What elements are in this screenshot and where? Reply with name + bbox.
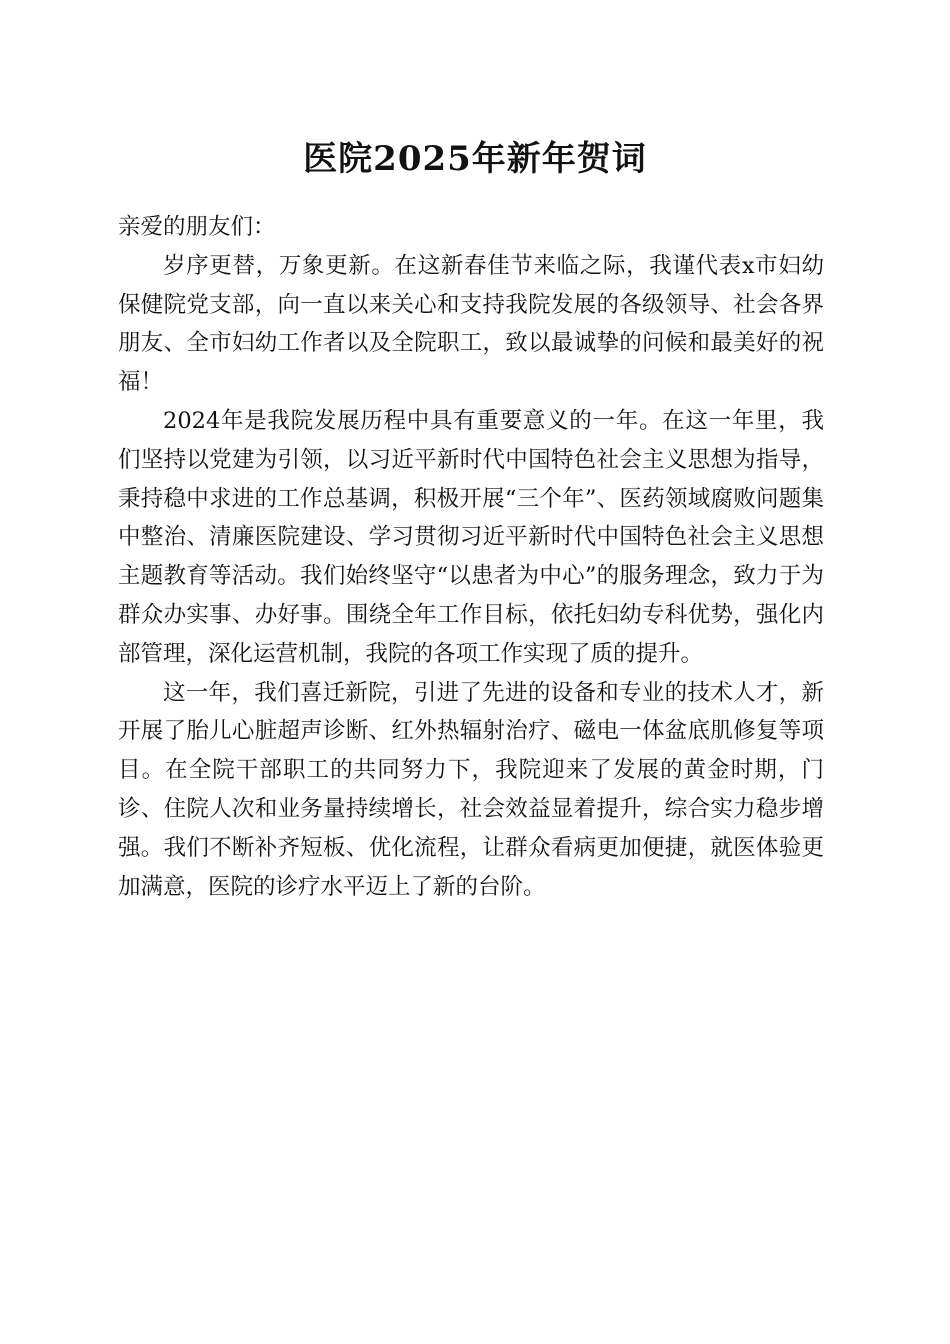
salutation: 亲爱的朋友们：	[118, 214, 276, 240]
paragraph-new-hospital: 这一年，我们喜迁新院，引进了先进的设备和专业的技术人才，新开展了胎儿心脏超声诊断、红外热辐射治疗、磁电一体盆底肌修复等项目。在全院干部职工的共同努力下，我院迎来了发展的黄金时期，门诊、住院人次和业务量持续增长，社会效益显着提升，综合实力稳步增强。我们不断补齐短板、优化流程，让群众看病更加便捷，就医体验更加满意，医院的诊疗水平迈上了新的台阶。	[118, 679, 824, 900]
paragraph-greeting: 岁序更替，万象更新。在这新春佳节来临之际，我谨代表x市妇幼保健院党支部，向一直以来关心和支持我院发展的各级领导、社会各界朋友、全市妇幼工作者以及全院职工，致以最诚挚的问候和最美好的祝福！	[118, 252, 824, 396]
document-title: 医院2025年新年贺词	[303, 139, 647, 179]
document-body	[118, 208, 824, 906]
paragraph-2024-review: 2024年是我院发展历程中具有重要意义的一年。在这一年里，我们坚持以党建为引领，以习近平新时代中国特色社会主义思想为指导，秉持稳中求进的工作总基调，积极开展“三个年”、医药领域腐败问题集中整治、清廉医院建设、学习贯彻习近平新时代中国特色社会主义思想主题教育等活动。我们始终坚守“以患者为中心”的服务理念，致力于为群众办实事、办好事。围绕全年工作目标，依托妇幼专科优势，强化内部管理，深化运营机制，我院的各项工作实现了质的提升。	[118, 407, 824, 667]
